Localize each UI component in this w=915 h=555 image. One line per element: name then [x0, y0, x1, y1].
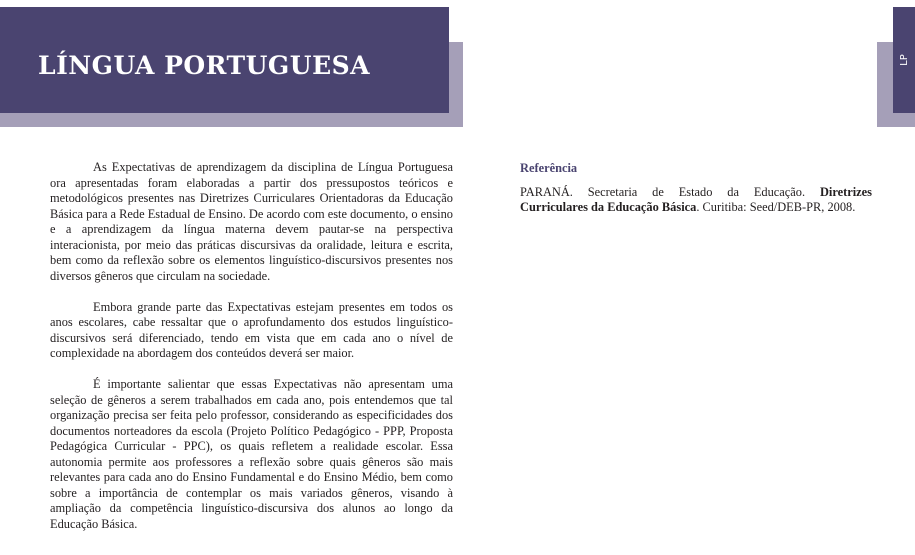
reference-title: Diretrizes Curriculares da Educação Básica: [520, 184, 872, 214]
banner-shadow-bottom: [0, 113, 463, 127]
reference-entry: [520, 185, 872, 216]
reference-section: [520, 161, 872, 216]
reference-text-after: . Curitiba: Seed/DEB-PR, 2008.: [696, 200, 856, 214]
page-title: LÍNGUA PORTUGUESA: [38, 51, 371, 80]
side-tab-label: LP: [898, 54, 910, 66]
header-banner: [0, 7, 449, 113]
reference-text-before: PARANÁ. Secretaria de Estado da Educação.: [520, 184, 820, 199]
reference-heading: Referência: [520, 161, 578, 175]
body-paragraph-1: As Expectativas de aprendizagem da disciplina de Língua Portuguesa ora apresentadas foram elaboradas a partir dos pressupostos teóricos e metodológicos presentes nas Diretrizes Curriculares Orientadoras da Educação Básica para a Rede Estadual de Ensino. De acordo com este documento, o ensino e a aprendizagem da língua materna devem pautar-se na perspectiva interacionista, por meio das práticas discursivas da oralidade, leitura e escrita, bem como da reflexão sobre os elementos linguístico-discursivos presentes nos diversos gêneros que circulam na sociedade.: [50, 160, 453, 283]
body-paragraph-2: Embora grande parte das Expectativas estejam presentes em todos os anos escolares, cabe ressaltar que o aprofundamento dos estudos linguístico-discursivos será diferenciado, tendo em vista que em cada ano o nível de complexidade na abordagem dos conteúdos deverá ser maior.: [50, 299, 453, 360]
body-text-column: [50, 160, 453, 548]
side-tab: [893, 7, 915, 113]
body-paragraph-3: É importante salientar que essas Expectativas não apresentam uma seleção de gêneros a serem trabalhados em cada ano, pois entendemos que tal organização precisa ser feita pelo professor, considerando as especificidades dos documentos norteadores da escola (Projeto Político Pedagógico - PPP, Proposta Pedagógica Curricular - PPC), os quais refletem a realidade escolar. Essa autonomia permite aos professores a reflexão sobre quais gêneros são mais relevantes para cada ano do Ensino Fundamental e do Ensino Médio, bem como sobre a importância de contemplar os mais variados gêneros, visando à ampliação da competência linguístico-discursiva dos alunos ao longo da Educação Básica.: [50, 377, 453, 531]
banner-shadow-right: [449, 42, 463, 127]
